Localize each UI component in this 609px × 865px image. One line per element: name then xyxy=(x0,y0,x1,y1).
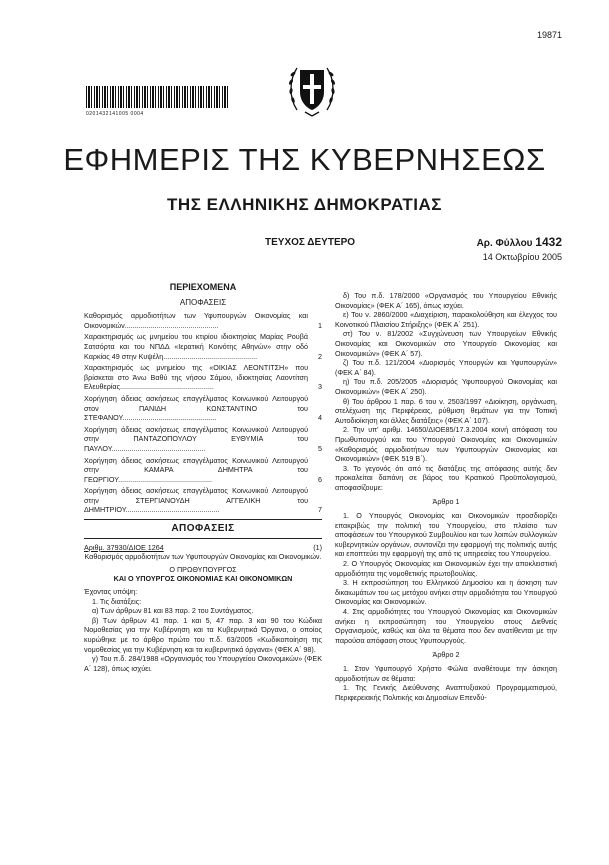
issue-date: 14 Οκτωβρίου 2005 xyxy=(482,252,562,262)
paragraph: θ) Του άρθρου 1 παρ. 6 του ν. 2503/1997 «Διοίκηση, οργάνωση, στελέχωση της Περιφέρειας, ρύθμιση θεμάτων για την Τοπική Αυτοδιοίκηση και άλλες διατάξεις» (ΦΕΚ Α΄ 107). xyxy=(335,396,557,425)
contents-item: Χορήγηση άδειας ασκήσεως επαγγέλματος Κοινωνικού Λειτουργού στην ΣΤΕΡΓΙΑΝΟΥΔΗ ΑΓΓΕΛΙΚΗ του ΔΗΜΗΤΡΙΟΥ............................................... 7 xyxy=(84,486,322,515)
prime-minister-line: Ο ΠΡΩΘΥΠΟΥΡΓΟΣ xyxy=(169,564,237,574)
contents-item: Χορήγηση άδειας ασκήσεως επαγγέλματος Κοινωνικού Λειτουργού στην ΠΑΝΤΑΖΟΠΟΥΛΟΥ ΕΥΘΥΜΙΑ του ΠΑΥΛΟΥ............................................... 5 xyxy=(84,424,322,453)
decision-ref-number: Αριθμ. 37930/ΔΙΟΕ 1264 xyxy=(84,542,164,552)
paragraph: 1. Ο Υπουργός Οικονομίας και Οικονομικών προσδιορίζει επακριβώς την πολιτική του Υπουργείου, στο πλαίσιο των αποφάσεων του Υπουργικού Συμβουλίου και των λοιπών συλλογικών κυβερνητικών οργάνων, συντονίζει την εφαρμογή της πολιτικής αυτής και εποπτεύει την εφαρμογή της από τις υπηρεσίες του Υπουργείου. xyxy=(335,511,557,559)
contents-heading: ΠΕΡΙΕΧΟΜΕΝΑ xyxy=(169,282,237,292)
paragraph: ζ) Του π.δ. 121/2004 «Διορισμός Υπουργών και Υφυπουργών» (ΦΕΚ Α΄ 84). xyxy=(335,358,557,377)
intro-text: Έχοντας υπόψη: xyxy=(84,587,138,597)
gazette-subtitle: ΤΗΣ ΕΛΛΗΝΙΚΗΣ ΔΗΜΟΚΡΑΤΙΑΣ xyxy=(167,195,442,214)
divider xyxy=(84,519,322,520)
paragraph: η) Του π.δ. 205/2005 «Διορισμός Υφυπουργού Οικονομίας και Οικονομικών» (ΦΕΚ Α΄ 250). xyxy=(335,377,557,396)
decisions-heading: ΑΠΟΦΑΣΕΙΣ xyxy=(171,523,235,535)
left-column xyxy=(84,283,322,673)
contents-item: Χορήγηση άδειας ασκήσεως επαγγέλματος Κοινωνικού Λειτουργού στον ΠΑΝΙΔΗ ΚΩΝΣΤΑΝΤΙΝΟ του ΣΤΕΦΑΝΟΥ............................................... 4 xyxy=(84,393,322,423)
paragraph: ε) Του ν. 2860/2000 «Διαχείριση, παρακολούθηση και έλεγχος του Κοινοτικού Πλαισίου Στήριξης» (ΦΕΚ Α΄ 251). xyxy=(335,310,557,329)
contents-subheading: ΑΠΟΦΑΣΕΙΣ xyxy=(179,297,227,307)
article-2-label: Άρθρο 2 xyxy=(432,650,460,660)
paragraph: α) Των άρθρων 81 και 83 παρ. 2 του Συντάγματος. xyxy=(92,606,254,616)
sheet-label: Αρ. Φύλλου xyxy=(476,238,533,249)
paragraph: 1. Στον Υφυπουργό Χρήστο Φώλια αναθέτουμε την άσκηση αρμοδιοτήτων σε θέματα: xyxy=(335,663,557,683)
contents-item: Χαρακτηρισμός ως μνημείου του κτιρίου ιδιοκτησίας Μαρίας Ρουβά Σατσόρτα και του ΝΠΔΔ «Ιερατική Κοινότης Αθηνών» στην οδό Καρκίας 49 στην Κυψέλη............................................... 2 xyxy=(84,332,322,361)
decision-reference xyxy=(84,543,322,553)
issue-label: ΤΕΥΧΟΣ ΔΕΥΤΕΡΟ xyxy=(265,237,356,248)
right-column xyxy=(335,291,557,702)
paragraph: 3. Η εκπροσώπηση του Ελληνικού Δημοσίου και η άσκηση των δικαιωμάτων του ως μετόχου ανήκει στην αρμοδιότητα του Υπουργού Οικονομίας και Οικονομικών. xyxy=(335,578,557,607)
contents-item: Καθορισμός αρμοδιοτήτων των Υφυπουργών Οικονομίας και Οικονομικών............................................... 1 xyxy=(84,311,322,330)
paragraph: 1. Της Γενικής Διεύθυνσης Αναπτυξιακού Προγραμματισμού, Περιφερειακής Πολιτικής και Δημοσίων Επενδύ- xyxy=(335,683,557,702)
paragraph: στ) Του ν. 81/2002 «Συγχώνευση των Υπουργείων Εθνικής Οικονομίας και Οικονομικών στο Υπουργείο Οικονομίας και Οικονομικών» (ΦΕΚ Α΄ 57). xyxy=(335,329,557,358)
divider xyxy=(84,538,322,539)
paragraph: γ) Του π.δ. 284/1988 «Οργανισμός του Υπουργείου Οικονομικών» (ΦΕΚ Α΄ 128), όπως ισχύει. xyxy=(84,654,322,673)
sheet-number-value: 1432 xyxy=(535,235,562,249)
paragraph: 1. Τις διατάξεις: xyxy=(92,596,142,606)
greek-coat-of-arms-icon xyxy=(287,58,337,118)
decision-subject: Καθορισμός αρμοδιοτήτων των Υφυπουργών Οικονομίας και Οικονομικών. xyxy=(84,552,322,562)
barcode xyxy=(86,86,230,108)
paragraph: δ) Του π.δ. 178/2000 «Οργανισμός του Υπουργείου Εθνικής Οικονομίας» (ΦΕΚ Α΄ 165), όπως ισχύει. xyxy=(335,291,557,310)
sheet-number xyxy=(477,235,562,249)
contents-item: Χορήγηση άδειας ασκήσεως επαγγέλματος Κοινωνικού Λειτουργού στην ΚΑΜΑΡΑ ΔΗΜΗΤΡΑ του ΓΕΩΡΓΙΟΥ............................................... 6 xyxy=(84,455,322,484)
decision-ref-marker: (1) xyxy=(313,542,322,552)
minister-line: ΚΑΙ Ο ΥΠΟΥΡΓΟΣ ΟΙΚΟΝΟΜΙΑΣ ΚΑΙ ΟΙΚΟΝΟΜΙΚΩΝ xyxy=(113,574,293,584)
paragraph: 4. Στις αρμοδιότητες του Υπουργού Οικονομίας και Οικονομικών ανήκει η εκπροσώπηση του Υπουργείου στους Διεθνείς Οργανισμούς, καθώς και όλα τα θέματα που δεν ανατίθενται με την παρούσα απόφαση στους Υφυπουργούς. xyxy=(335,607,557,645)
article-1-label: Άρθρο 1 xyxy=(432,497,460,507)
page-number: 19871 xyxy=(536,30,562,40)
paragraph: β) Των άρθρων 41 παρ. 1 και 5, 47 παρ. 3 και 90 του Κώδικα Νομοθεσίας για την Κυβέρνηση και τα Κυβερνητικά Όργανα, ο οποίος κυρώθηκε με το άρθρο πρώτο του π.δ. 63/2005 «Κωδικοποίηση της νομοθεσίας για την Κυβέρνηση και τα κυβερνητικά όργανα» (ΦΕΚ Α΄ 98). xyxy=(84,615,322,654)
paragraph: 3. Το γεγονός ότι από τις διατάξεις της απόφασης αυτής δεν προκαλείται δαπάνη σε βάρος του Κρατικού Προϋπολογισμού, αποφασίζουμε: xyxy=(335,463,557,492)
contents-item: Χαρακτηρισμός ως μνημείου της «ΟΙΚΙΑΣ ΛΕΟΝΤΙΤΣΗ» που βρίσκεται στο Άνω Βαθύ της νήσου Σάμου, ιδιοκτησίας Λαοντίτση Ελευθερίας............................................... 3 xyxy=(84,363,322,392)
paragraph: 2. Την υπ' αριθμ. 14650/ΔΙΟΕ85/17.3.2004 κοινή απόφαση του Πρωθυπουργού και του Υπουργού Οικονομίας και Οικονομικών «Καθορισμός αρμοδιοτήτων των Υφυπουργών Οικονομίας και Οικονομικών» (ΦΕΚ 519 Β΄). xyxy=(335,425,557,464)
barcode-number: 0201432141005 0004 xyxy=(86,111,144,117)
gazette-title: ΕΦΗΜΕΡΙΣ ΤΗΣ ΚΥΒΕΡΝΗΣΕΩΣ xyxy=(63,142,546,177)
paragraph: 2. Ο Υπουργός Οικονομίας και Οικονομικών έχει την αποκλειστική αρμοδιότητα της νομοθετικής πρωτοβουλίας. xyxy=(335,559,557,578)
contents-list xyxy=(84,311,322,515)
